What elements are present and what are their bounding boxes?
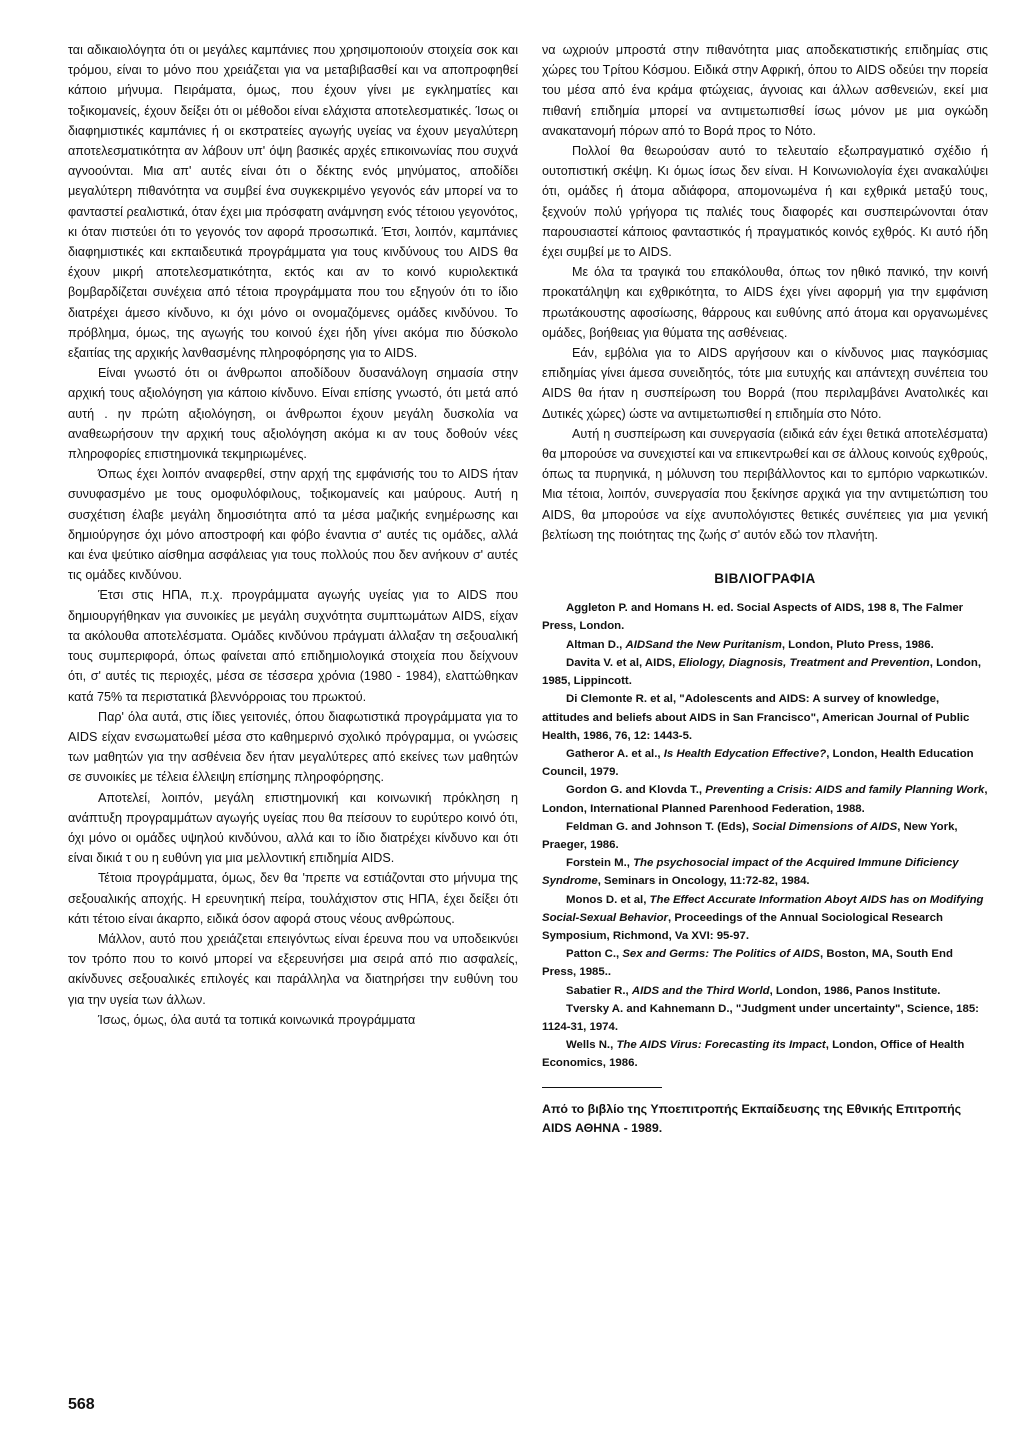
bib-text: Monos D. et al, (566, 893, 650, 906)
bib-text: Aggleton P. and Homans H. ed. Social Aspects of AIDS, 198 8, The Falmer Press, London. (542, 602, 964, 633)
bib-title: Preventing a Crisis: AIDS and family Planning Work (705, 784, 985, 797)
bib-text: Wells N., (566, 1039, 617, 1052)
source-note: Από το βιβλίο της Υποεπιτροπής Εκπαίδευσης της Εθνικής Επιτροπής AIDS ΑΘΗΝΑ - 1989. (542, 1101, 962, 1135)
bib-text: Davita V. et al, AIDS, (566, 656, 679, 669)
bibliography-entry (542, 854, 988, 890)
bib-text: Gatheror A. et al., (566, 747, 664, 760)
bibliography-entry (542, 982, 988, 1000)
paragraph: Εάν, εμβόλια για το AIDS αργήσουν και ο κίνδυνος μιας παγκόσμιας επιδημίας γίνει άμεσα συνειδητός, τότε μια ευτυχής και απάντεχη συνέπεια του AIDS θα ήταν η συσπείρωση του Βορρά (που περιλαμβάνει Ανατολικές και Δυτικές χώρες) ώστε να αντιμετωπισθεί η επιδημία στο Νότο. (542, 346, 988, 421)
left-column (68, 40, 518, 1030)
bib-title: The AIDS Virus: Forecasting its Impact (616, 1039, 826, 1052)
bib-text: , Boston, MA, South End Press, 1985.. (542, 948, 953, 979)
bibliography-entry (542, 781, 988, 817)
bib-text: Tversky A. and Kahnemann D., "Judgment under uncertainty", Science, 185: 1124-31, 1974. (542, 1002, 979, 1033)
bib-title: Is Health Edycation Effective? (663, 747, 827, 760)
bib-text: , London, International Planned Parenhood Federation, 1988. (542, 784, 988, 815)
bib-text: , London, 1986, Panos Institute. (769, 984, 941, 997)
bib-text: Gordon G. and Klovda T., (566, 784, 706, 797)
bib-text: , Seminars in Oncology, 11:72-82, 1984. (597, 875, 810, 888)
paragraph: να ωχριούν μπροστά στην πιθανότητα μιας αποδεκατιστικής επιδημίας στις χώρες του Τρίτου Κόσμου. Ειδικά στην Αφρική, όπου το AIDS οδεύει την πορεία του μέσα από ένα κράμα φτώχειας, άγνοιας και άλλων ασθενειών, εκεί μια πιθανή επιδημία μπορεί να αντιμετωπισθεί ίσως μόνον με μια ογκώδη ανακατανομή πόρων από το Βορά προς το Νότο. (542, 43, 988, 138)
bib-text: Feldman G. and Johnson T. (Eds), (566, 820, 753, 833)
bibliography-list (542, 599, 988, 1072)
bib-title: Sex and Germs: The Politics of AIDS (622, 948, 821, 961)
paragraph: Έτσι στις ΗΠΑ, π.χ. προγράμματα αγωγής υγείας για το AIDS που δημιουργήθηκαν για συνοικίες με μεγάλη συχνότητα συμπτωμάτων AIDS, είχαν τα ακόλουθα αποτελέσματα. Ομάδες κινδύνου πράγματι άλλαξαν τη σεξουαλική τους συμπεριφορά, όπως φαίνεται από επιδημιολογικά στοιχεία που δείχνουν ότι, σ' αυτές τις περιοχές, μέσα σε τέσσερα χρόνια (1980 - 1984), ελαττώθηκαν κατά 75% τα περιστατικά βλεννόρροιας του πρωκτού. (68, 588, 518, 704)
bibliography-entry (542, 891, 988, 946)
bib-title: AIDS and the Third World (631, 984, 770, 997)
bib-text: , London, Health Education Council, 1979. (542, 747, 974, 779)
paragraph: Είναι γνωστό ότι οι άνθρωποι αποδίδουν δυσανάλογη σημασία στην αρχική τους αξιολόγηση για κάποιο κίνδυνο. Είναι επίσης γνωστό, ότι μετά από αυτή . ην πρώτη αξιολόγηση, οι άνθρωποι έχουν μεγάλη δυσκολία να αναθεωρήσουν την αρχική τους αξιολόγηση ακόμα κι αν τους δοθούν νέες πληροφορίες επιστημονικά τεκμηριωμένες. (68, 366, 518, 462)
bibliography-entry (542, 745, 988, 781)
bib-title: AIDSand the New Puritanism (625, 638, 782, 651)
bib-text: , London, Pluto Press, 1986. (781, 638, 934, 651)
page-number: 568 (68, 1396, 95, 1413)
bibliography-entry (542, 599, 988, 635)
paragraph: Αυτή η συσπείρωση και συνεργασία (ειδικά εάν έχει θετικά αποτελέσματα) θα μπορούσε να συνεχιστεί και να επικεντρωθεί και σε άλλους κοινούς εχθρούς, όπως τα πυρηνικά, η μόλυνση του περιβάλλοντος και το εμπόριο ναρκωτικών. Μια τέτοια, λοιπόν, συνεργασία που ξεκίνησε αρχικά για την αντιμετώπιση του AIDS, θα μπορούσε να είχε ανυπολόγιστες θετικές συνέπειες για μια γενική βελτίωση της ποιότητας της ζωής σ' αυτόν εδώ τον πλανήτη. (542, 426, 988, 542)
paragraph: Τέτοια προγράμματα, όμως, δεν θα 'πρεπε να εστιάζονται στο μήνυμα της σεξουαλικής αποχής. Η ερευνητική πείρα, τουλάχιστον στις ΗΠΑ, έχει δείξει ότι κάτι τέτοιο είναι άκαρπο, ειδικά όσον αφορά στους νέους ανθρώπους. (68, 871, 518, 926)
bib-text: Patton C., (566, 948, 623, 961)
bibliography-entry (542, 1000, 988, 1036)
bib-text: Sabatier R., (566, 984, 632, 997)
paragraph: Όπως έχει λοιπόν αναφερθεί, στην αρχή της εμφάνισής του το AIDS ήταν συνυφασμένο με τους ομοφυλόφιλους, τοξικομανείς και μαύρους. Αυτή η συσχέτιση έλαβε μεγάλη δημοσιότητα από τα μέσα μαζικής ενημέρωσης και δημιούργησε όχι μόνο αποστροφή και φόβο έναντια σ' αυτές τις ομάδες, αλλά και ένα ψεύτικο αίσθημα ασφάλειας για τους πολλούς που δεν ανήκουν σ' αυτές τις ομάδες κινδύνου. (68, 467, 518, 583)
bib-title: Social Dimensions of AIDS (752, 820, 898, 833)
bib-text: Forstein M., (566, 857, 634, 870)
bib-title: The Effect Accurate Information Aboyt AIDS has on Modifying Social-Sexual Behavior (542, 893, 984, 924)
paragraph: Μάλλον, αυτό που χρειάζεται επειγόντως είναι έρευνα που να υποδεικνύει τον τρόπο που το κοινό μπορεί να εξερευνήσει μια σειρά από πιο ασφαλείς, ακίνδυνες σεξουαλικές επιλογές και παράλληλα να διατηρήσει την ευθύνη του για την υγεία των άλλων. (68, 931, 518, 1007)
bib-text: Di Clemonte R. et al, "Adolescents and AIDS: A survey of knowledge, attitudes and beliefs about AIDS in San Francisco", American Journal of Public Health, 1986, 76, 12: 1443-5. (542, 693, 970, 742)
bibliography-entry (542, 1036, 988, 1072)
bib-text: , New York, Praeger, 1986. (542, 820, 958, 851)
right-column (542, 40, 988, 1150)
bibliography-title: ΒΙΒΛΙΟΓΡΑΦΙΑ (714, 571, 816, 587)
bibliography-entry (542, 636, 988, 654)
bib-text: Altman D., (566, 638, 626, 651)
bib-title: The psychosocial impact of the Acquired Immune Dificiency Syndrome (542, 857, 959, 888)
paragraph: ται αδικαιολόγητα ότι οι μεγάλες καμπάνιες που χρησιμοποιούν στοιχεία σοκ και τρόμου, είναι το μόνο που χρειάζεται για να μεταβιβασθεί και να αποπροφηθεί κάποιο μήνυμα. Πειράματα, όμως, που έχουν γίνει με εγκληματίες και τοξικομανείς, έχουν δείξει ότι οι μέθοδοι είναι ελάχιστα αποτελεσματικές. Ίσως οι διαφημιστικές καμπάνιες ή οι εκστρατείες αγωγής υγείας να έχουν μεγαλύτερη αποτελεσματικότητα αν λάβουν υπ' όψη βασικές αρχές επικοινωνίας που συχνά αγνοούνται. Μια απ' αυτές είναι ότι ο δέκτης ενός μηνύματος, αποδίδει μεγαλύτερη πιθανότητα να συμβεί ένα συγκεκριμένο γεγονός εάν μπορεί να το φανταστεί ρεαλιστικά, όταν έχει μια πρόσφατη ανάμνηση ενός τέτοιου γεγονότος, κι όταν πιστεύει ότι το γεγονός τον αφορά προσωπικά. Έτσι, λοιπόν, καμπάνιες διαφημιστικές και εκπαιδευτικά προγράμματα για τους κινδύνους του AIDS θα έχουν μικρή αποτελεσματικότητα, εκτός και αν το κοινό κυριολεκτικά βομβαρδίζεται συνέχεια από τέτοια προγράμματα που του εξηγούν ότι το ίδιο διατρέχει άμεσο κίνδυνο, κι όχι μόνο οι ονομαζόμενες ομάδες κινδύνου. Το πρόβλημα, όμως, της αγωγής του κοινού έχει ήδη γίνει ακόμα πιο δύσκολο εξαιτίας της αρχικής λανθασμένης πληροφόρησης για το AIDS. (68, 43, 518, 361)
bibliography-entry (542, 945, 988, 981)
bib-title: Eliology, Diagnosis, Treatment and Prevention (678, 656, 930, 669)
bibliography-entry (542, 690, 988, 745)
divider (542, 1087, 662, 1088)
paragraph: Πολλοί θα θεωρούσαν αυτό το τελευταίο εξωπραγματικό σχέδιο ή ουτοπιστική σκέψη. Κι όμως ίσως δεν είναι. Η Κοινωνιολογία έχει ανακαλύψει ότι, ομάδες ή άτομα αδιάφορα, απομονωμένα ή και εχθρικά μεταξύ τους, ξεχνούν πολύ γρήγορα τις παλιές τους διαφορές και συσπειρώνονται όταν παρουσιαστεί κάποιος φανταστικός ή πραγματικός κοινός εχθρός. Κι αυτό ήδη έχει συμβεί με το AIDS. (542, 144, 988, 260)
paragraph: Αποτελεί, λοιπόν, μεγάλη επιστημονική και κοινωνική πρόκληση η ανάπτυξη προγραμμάτων αγωγής υγείας που θα πείσουν το ευρύτερο κοινό ότι, όχι μόνο οι ομάδες υψηλού κινδύνου, αλλά και το ίδιο διατρέχει κίνδυνο και ότι είναι δικιά τ ου η ευθύνη για μια μελλοντική επιδημία AIDS. (68, 790, 518, 866)
paragraph: Ίσως, όμως, όλα αυτά τα τοπικά κοινωνικά προγράμματα (98, 1012, 416, 1027)
bibliography-entry (542, 654, 988, 690)
bib-text: , London, 1985, Lippincott. (542, 656, 982, 688)
bib-text: , Proceedings of the Annual Sociological Research Symposium, Richmond, Va XVI: 95-97. (542, 911, 943, 942)
paragraph: Με όλα τα τραγικά του επακόλουθα, όπως τον ηθικό πανικό, την κοινή προκατάληψη και εχθρικότητα, το AIDS έχει γίνει αφορμή για την εμφάνιση πρωτάκουστης αφοσίωσης, θάρρους και ευθύνης από άτομα και οργανωμένες ομάδες, βοήθειας για θύματα της ασθένειας. (542, 265, 988, 340)
paragraph: Παρ' όλα αυτά, στις ίδιες γειτονιές, όπου διαφωτιστικά προγράμματα για το AIDS είχαν ενσωματωθεί μέσα στο καθημερινό σχολικό πρόγραμμα, οι γνώσεις των μαθητών για την ασθένεια δεν ήταν μεγαλύτερες από εκείνες των μαθητών σε συνοικίες με τέλεια έλλειψη επίσημης πληροφόρησης. (68, 709, 518, 785)
bib-text: , London, Office of Health Economics, 1986. (542, 1039, 965, 1070)
bibliography-entry (542, 818, 988, 854)
